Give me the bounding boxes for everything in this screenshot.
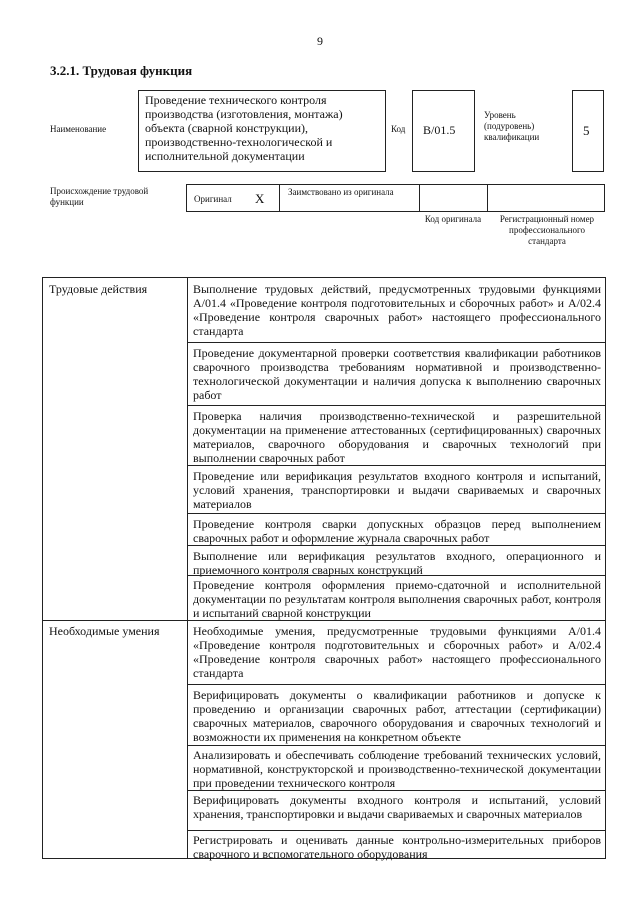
reg-number-label: Регистрационный номер профессионального стандарта	[499, 214, 595, 246]
name-label: Наименование	[50, 124, 107, 134]
skill-item: Анализировать и обеспечивать соблюдение требований технических условий, нормативной, конструкторской и производственно-технической документации при проведении технического контроля	[193, 748, 601, 790]
section-title-actions: Трудовые действия	[49, 282, 148, 296]
function-name: Проведение технического контроля производства (изготовления, монтажа) объекта (сварной конструкции), производственно-технологической и исполнительной документации	[145, 93, 343, 163]
action-item: Проведение контроля сварки допускных образцов перед выполнением сварочных работ и оформление журнала сварочных работ	[193, 517, 601, 545]
page-number: 9	[317, 34, 323, 48]
functions-table	[42, 277, 606, 859]
action-item: Проведение или верификация результатов входного контроля и испытаний, условий хранения, транспортировки и выдачи свариваемых и сварочных материалов	[193, 469, 601, 511]
function-name-box	[138, 90, 386, 172]
section-title-skills: Необходимые умения	[49, 624, 160, 638]
origin-label: Происхождение трудовой функции	[50, 186, 149, 207]
original-label: Оригинал	[194, 194, 232, 204]
action-item: Проведение документарной проверки соответствия квалификации работников сварочного производства требованиям нормативной и производственно-технологической документации и наличия допуска к выполнению сварочных работ	[193, 346, 601, 402]
level-value: 5	[583, 123, 590, 138]
original-mark: X	[255, 191, 265, 206]
code-original-label: Код оригинала	[424, 214, 482, 224]
action-item: Выполнение или верификация результатов входного, операционного и приемочного контроля сварных конструкций	[193, 549, 601, 577]
skill-item: Необходимые умения, предусмотренные трудовыми функциями А/01.4 «Проведение контроля подготовительных и сборочных работ» и А/02.4 «Проведение контроля сварочных работ» настоящего профессионального стандарта	[193, 624, 601, 680]
code-value: B/01.5	[423, 123, 456, 137]
action-item: Выполнение трудовых действий, предусмотренных трудовыми функциями А/01.4 «Проведение контроля подготовительных и сборочных работ» и А/02.4 «Проведение контроля сварочных работ» настоящего профессионального стандарта	[193, 282, 601, 338]
skill-item: Верифицировать документы входного контроля и испытаний, условий хранения, транспортировки и выдачи свариваемых и сварочных материалов	[193, 793, 601, 821]
code-label: Код	[391, 124, 406, 134]
level-label: Уровень (подуровень) квалификации	[484, 110, 540, 142]
action-item: Проведение контроля оформления приемо-сдаточной и исполнительной документации по результатам контроля выполнения сварочных работ, контроля и испытаний сварной конструкции	[193, 578, 601, 620]
skill-item: Регистрировать и оценивать данные контрольно-измерительных приборов сварочного и вспомогательного оборудования	[193, 833, 601, 861]
action-item: Проверка наличия производственно-технической и разрешительной документации на применение аттестованных (сертифицированных) сварочных материалов, сварочного оборудования и сварочных технологий при выполнении сварочных работ	[193, 409, 601, 465]
section-title: 3.2.1. Трудовая функция	[50, 63, 193, 78]
borrowed-label: Заимствовано из оригинала	[288, 187, 394, 197]
skill-item: Верифицировать документы о квалификации работников и допуске к проведению и организации сварочных работ, аттестации (сертификации) сварочных материалов, сварочного оборудования и сварочных технологий и возможности их применения на конкретном объекте	[193, 688, 601, 744]
